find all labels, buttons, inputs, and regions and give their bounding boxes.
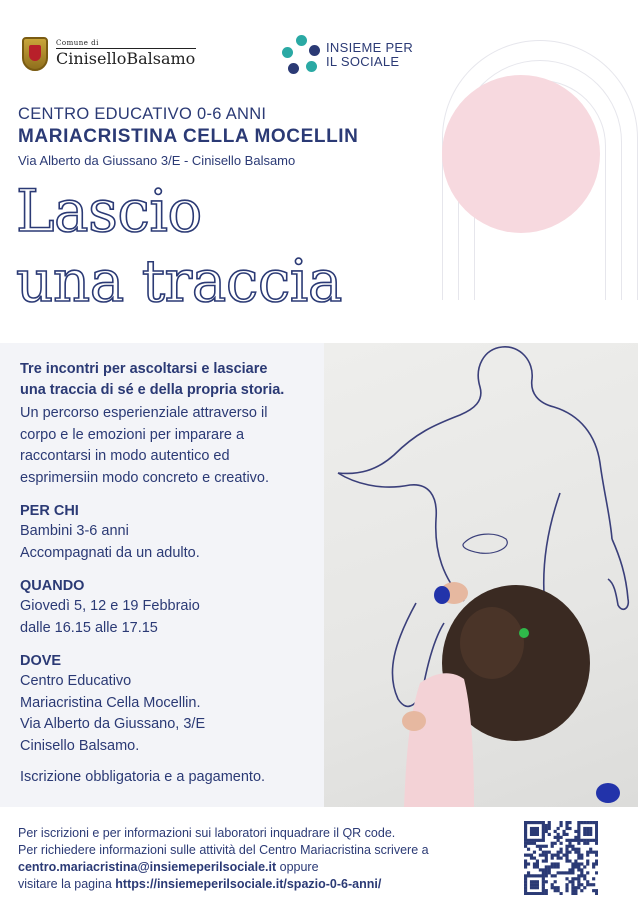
child-drawing-photo — [324, 343, 638, 807]
intro-line: corpo e le emozioni per imparare a — [20, 426, 245, 443]
ips-line1: INSIEME PER — [326, 40, 414, 55]
intro-text — [20, 403, 310, 489]
center-name: MARIACRISTINA CELLA MOCELLIN — [18, 126, 359, 147]
dove-line: Cinisello Balsamo. — [20, 737, 140, 754]
quando-line: dalle 16.15 alle 17.15 — [20, 619, 158, 636]
dove-line: Via Alberto da Giussano, 3/E — [20, 716, 206, 732]
intro-bold-1: Tre incontri per ascoltarsi e lasciare — [20, 361, 268, 377]
footer-line1: Per iscrizioni e per informazioni sui laboratori inquadrare il QR code. — [18, 826, 396, 840]
dove-heading: DOVE — [20, 653, 62, 669]
intro-line: esprimersiin modo concreto e creativo. — [20, 469, 270, 486]
center-label: CENTRO EDUCATIVO 0-6 ANNI — [18, 105, 267, 123]
page-title — [16, 176, 476, 316]
comune-label: Comune di — [56, 39, 196, 49]
title-line2: una traccia — [16, 247, 342, 315]
footer-line3-suffix: oppure — [276, 860, 319, 874]
quando-heading: QUANDO — [20, 578, 85, 594]
people-circle-icon — [282, 35, 320, 75]
comune-name: CiniselloBalsamo — [56, 49, 196, 68]
intro-line: raccontarsi in modo autentico ed — [20, 448, 230, 464]
info-panel — [0, 343, 324, 807]
title-line1: Lascio — [16, 177, 202, 245]
per-chi-line: Accompagnati da un adulto. — [20, 544, 200, 561]
comune-logo — [22, 34, 202, 74]
footer-line2: Per richiedere informazioni sulle attività del Centro Mariacristina scrivere a — [18, 843, 429, 857]
signup-note: Iscrizione obbligatoria e a pagamento. — [20, 769, 266, 785]
per-chi-heading: PER CHI — [20, 503, 79, 519]
body-outline-drawing — [324, 343, 638, 807]
contact-email[interactable]: centro.mariacristina@insiemeperilsociale.it — [18, 860, 277, 874]
insieme-per-il-sociale-logo — [282, 34, 422, 76]
dove-line: Centro Educativo — [20, 673, 132, 689]
per-chi-line: Bambini 3-6 anni — [20, 523, 129, 539]
dove-line: Mariacristina Cella Mocellin. — [20, 694, 201, 711]
quando-line: Giovedì 5, 12 e 19 Febbraio — [20, 598, 200, 614]
intro-bold-2: una traccia di sé e della propria storia. — [20, 382, 285, 398]
footer-info — [18, 825, 508, 893]
city-crest-icon — [22, 37, 48, 71]
website-link[interactable]: https://insiemeperilsociale.it/spazio-0-6-anni/ — [115, 877, 382, 891]
intro-line: Un percorso esperienziale attraverso il — [20, 405, 268, 421]
footer-line4-prefix: visitare la pagina — [18, 877, 116, 891]
qr-code-icon[interactable] — [524, 821, 598, 895]
ips-line2: IL SOCIALE — [326, 54, 400, 69]
center-address: Via Alberto da Giussano 3/E - Cinisello Balsamo — [18, 153, 296, 168]
